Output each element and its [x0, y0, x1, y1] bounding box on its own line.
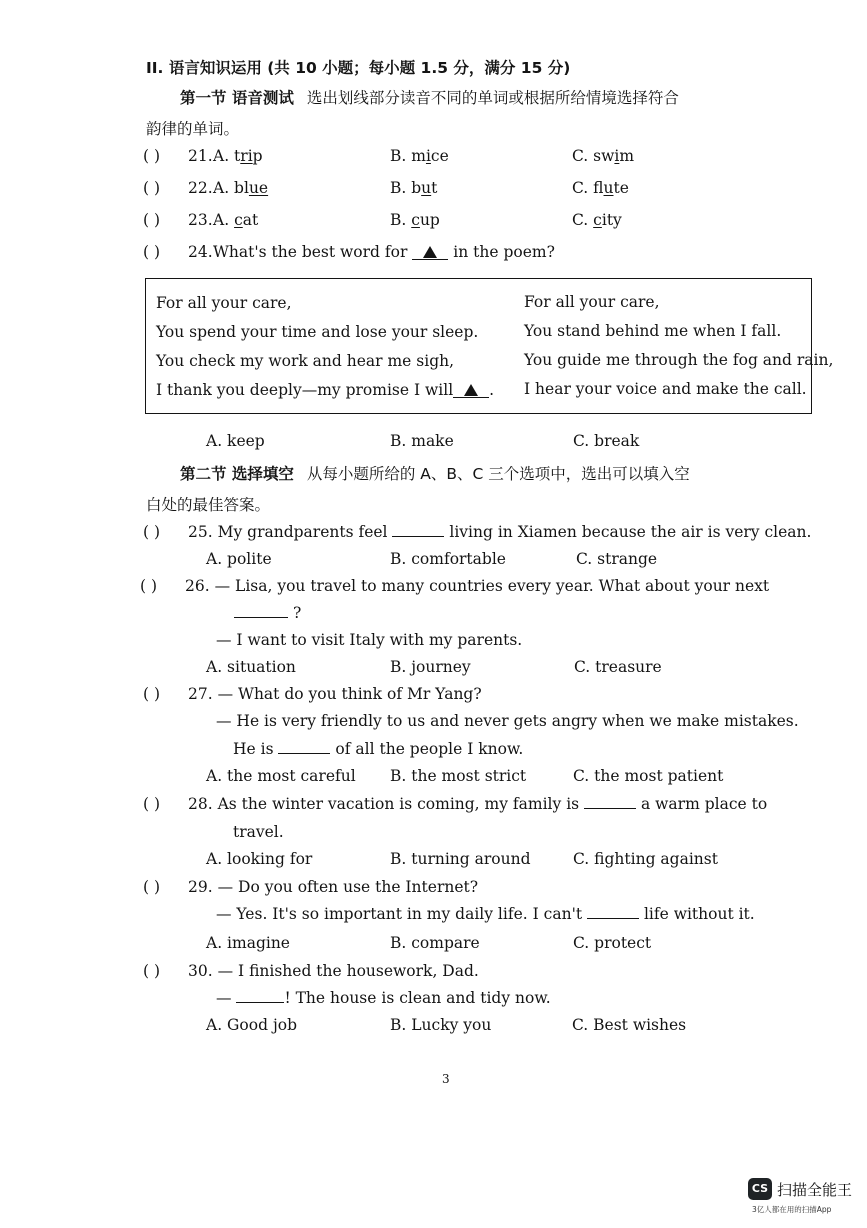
- dialogue-line: — He is very friendly to us and never gets angry when we make mistakes.: [216, 712, 799, 730]
- option-b: B. cup: [390, 211, 440, 229]
- option-b: B. journey: [390, 658, 471, 676]
- part2-description-cont: 白处的最佳答案。: [146, 496, 271, 514]
- question-text: 25. My grandparents feel living in Xiamen because the air is very clean.: [188, 523, 812, 541]
- dialogue-line: — ! The house is clean and tidy now.: [216, 989, 551, 1007]
- option-c: C. Best wishes: [572, 1016, 687, 1034]
- triangle-blank: [412, 245, 448, 260]
- part1-description-cont: 韵律的单词。: [146, 120, 240, 138]
- option-a: A. situation: [206, 658, 296, 676]
- option-a: A. the most careful: [206, 767, 356, 785]
- dialogue-line-cont: He is of all the people I know.: [233, 740, 524, 758]
- part2-heading: [180, 462, 690, 484]
- scanner-slogan: 3亿人都在用的扫描App: [752, 1205, 832, 1214]
- question-number: 21.: [188, 147, 213, 165]
- question-text: 27. — What do you think of Mr Yang?: [188, 685, 482, 703]
- answer-blank[interactable]: ( ): [143, 523, 161, 541]
- part1-description: 选出划线部分读音不同的单词或根据所给情境选择符合: [306, 89, 679, 107]
- question-text: What's the best word for in the poem?: [213, 243, 555, 261]
- option-c: C. strange: [576, 550, 658, 568]
- triangle-icon: [423, 246, 437, 258]
- question-number: 24.: [188, 243, 213, 261]
- poem-left-line: For all your care,: [156, 294, 292, 312]
- answer-blank[interactable]: ( ): [143, 211, 161, 229]
- option-b: B. compare: [390, 934, 480, 952]
- poem-left-line: You spend your time and lose your sleep.: [156, 323, 479, 341]
- option-b: B. turning around: [390, 850, 531, 868]
- option-b: B. the most strict: [390, 767, 527, 785]
- answer-blank[interactable]: ( ): [143, 147, 161, 165]
- option-a: A. imagine: [206, 934, 290, 952]
- option-b: B. comfortable: [390, 550, 506, 568]
- option-b: B. Lucky you: [390, 1016, 492, 1034]
- fill-blank: [278, 752, 330, 754]
- part2-title: 第二节 选择填空: [180, 465, 294, 483]
- poem-left-line: You check my work and hear me sigh,: [156, 352, 455, 370]
- triangle-blank: [453, 383, 489, 398]
- poem-right-line: You guide me through the fog and rain,: [524, 351, 834, 369]
- dialogue-line: — I want to visit Italy with my parents.: [216, 631, 523, 649]
- fill-blank: [584, 807, 636, 809]
- question-number: 23.: [188, 211, 213, 229]
- part2-description: 从每小题所给的 A、B、C 三个选项中，选出可以填入空: [306, 465, 690, 483]
- section-title: II. 语言知识运用 (共 10 小题；每小题 1.5 分，满分 15 分): [146, 59, 571, 77]
- answer-blank[interactable]: ( ): [143, 685, 161, 703]
- question-text: 28. As the winter vacation is coming, my family is a warm place to: [188, 795, 768, 813]
- triangle-icon: [464, 384, 478, 396]
- poem-right-line: You stand behind me when I fall.: [524, 322, 782, 340]
- option-b: B. make: [390, 432, 454, 450]
- option-a: A. Good job: [206, 1016, 298, 1034]
- fill-blank: [234, 616, 288, 618]
- answer-blank[interactable]: ( ): [143, 243, 161, 261]
- part1-title: 第一节 语音测试: [180, 89, 294, 107]
- option-a: A. trip: [213, 147, 263, 165]
- question-text-cont: travel.: [233, 823, 284, 841]
- fill-blank: [587, 917, 639, 919]
- answer-blank[interactable]: ( ): [143, 795, 161, 813]
- option-a: A. polite: [206, 550, 272, 568]
- answer-blank[interactable]: ( ): [143, 878, 161, 896]
- poem-box: [145, 278, 834, 414]
- answer-blank[interactable]: ( ): [143, 179, 161, 197]
- option-c: C. flute: [572, 179, 629, 197]
- part1-heading: [180, 86, 679, 108]
- option-c: C. city: [572, 211, 622, 229]
- option-b: B. but: [390, 179, 438, 197]
- page-number: 3: [442, 1072, 450, 1086]
- option-c: C. fighting against: [573, 850, 718, 868]
- dialogue-line: — Yes. It's so important in my daily life. I can't life without it.: [216, 905, 755, 923]
- option-a: A. cat: [213, 211, 259, 229]
- option-a: A. keep: [206, 432, 265, 450]
- fill-blank: [392, 535, 444, 537]
- option-c: C. protect: [573, 934, 652, 952]
- option-b: B. mice: [390, 147, 449, 165]
- option-c: C. swim: [572, 147, 635, 165]
- question-text: 26. — Lisa, you travel to many countries every year. What about your next: [185, 577, 770, 595]
- question-text: 30. — I finished the housework, Dad.: [188, 962, 479, 980]
- option-a: A. looking for: [206, 850, 313, 868]
- poem-right-line: For all your care,: [524, 293, 660, 311]
- option-a: A. blue: [213, 179, 269, 197]
- option-c: C. the most patient: [573, 767, 724, 785]
- answer-blank[interactable]: ( ): [140, 577, 158, 595]
- poem-left-line: I thank you deeply—my promise I will .: [156, 381, 495, 399]
- scanner-logo-icon: CS: [748, 1178, 772, 1200]
- poem-right-line: I hear your voice and make the call.: [524, 380, 807, 398]
- option-c: C. break: [573, 432, 640, 450]
- question-text-cont: ?: [234, 604, 301, 622]
- scanner-brand: 扫描全能王: [777, 1181, 853, 1199]
- question-text: 29. — Do you often use the Internet?: [188, 878, 479, 896]
- fill-blank: [236, 1001, 284, 1003]
- question-number: 22.: [188, 179, 213, 197]
- option-c: C. treasure: [574, 658, 662, 676]
- answer-blank[interactable]: ( ): [143, 962, 161, 980]
